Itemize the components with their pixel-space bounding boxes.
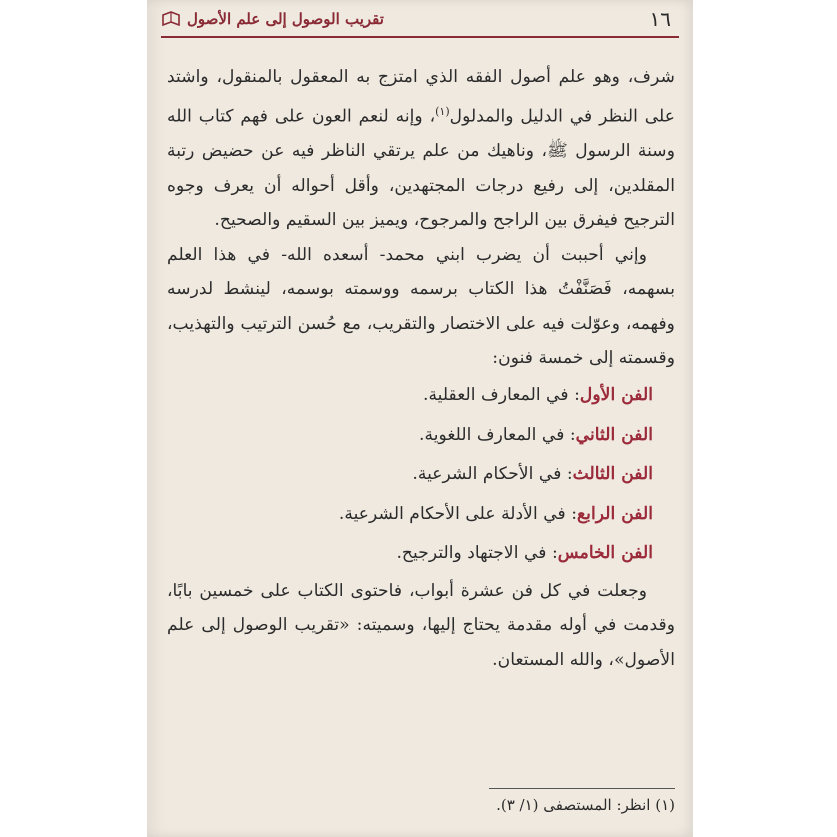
footnote: (١) انظر: المستصفى (١/ ٣).	[496, 796, 675, 814]
running-title	[161, 10, 384, 28]
paragraph-1-text-a: شرف، وهو علم أصول الفقه الذي امتزج به المعقول بالمنقول، واشتد على النظر في الدليل والمدلول	[167, 67, 676, 127]
page-header	[161, 2, 679, 38]
book-page	[147, 0, 693, 837]
section-name: الفن الثالث	[572, 464, 653, 485]
running-title-text: تقريب الوصول إلى علم الأصول	[187, 10, 384, 28]
section-name: الفن الرابع	[577, 503, 653, 524]
book-icon	[161, 11, 181, 27]
section-desc: : في المعارف العقلية.	[422, 385, 580, 406]
paragraph-1-text-b: ، وإنه لنعم العون على فهم كتاب الله وسنة الرسول ﷺ، وناهيك من علم يرتقي الناظر فيه عن حضيض رتبة المقلدين، إلى رفيع درجات المجتهدين، وأقل أحواله أن يعرف وجوه الترجيح فيفرق بين الراجح والمرجوح، ويميز بين السقيم والصحيح.	[167, 106, 675, 231]
section-desc: : في الاجتهاد والترجيح.	[396, 543, 558, 564]
main-text	[167, 60, 675, 677]
section-desc: : في الأحكام الشرعية.	[412, 464, 573, 485]
page-number: ١٦	[649, 7, 671, 31]
paragraph-2: وإني أحببت أن يضرب ابني محمد- أسعده الله- في هذا العلم بسهمه، فَصَنَّفْتُ هذا الكتاب برسمه ووسمته بوسمه، لينشط لدرسه وفهمه، وعوّلت فيه على الاختصار والتقريب، مع حُسن الترتيب والتهذيب، وقسمته إلى خمسة فنون:	[167, 244, 675, 369]
sections-list	[167, 376, 675, 574]
paragraph-3: وجعلت في كل فن عشرة أبواب، فاحتوى الكتاب على خمسين بابًا، وقدمت في أوله مقدمة يحتاج إليها، وسميته: «تقريب الوصول إلى علم الأصول»، والله المستعان.	[167, 580, 675, 670]
section-name: الفن الثاني	[575, 424, 653, 445]
section-name: الفن الخامس	[557, 543, 653, 564]
section-desc: : في المعارف اللغوية.	[419, 424, 576, 445]
list-item	[167, 495, 653, 535]
footnote-divider	[489, 788, 675, 789]
list-item	[167, 376, 653, 416]
list-item	[167, 455, 653, 495]
footnote-reference[interactable]: (١)	[435, 104, 450, 118]
section-desc: : في الأدلة على الأحكام الشرعية.	[338, 503, 578, 524]
list-item	[167, 534, 653, 574]
paragraph-1	[167, 60, 675, 238]
section-name: الفن الأول	[579, 385, 653, 406]
list-item	[167, 416, 653, 456]
